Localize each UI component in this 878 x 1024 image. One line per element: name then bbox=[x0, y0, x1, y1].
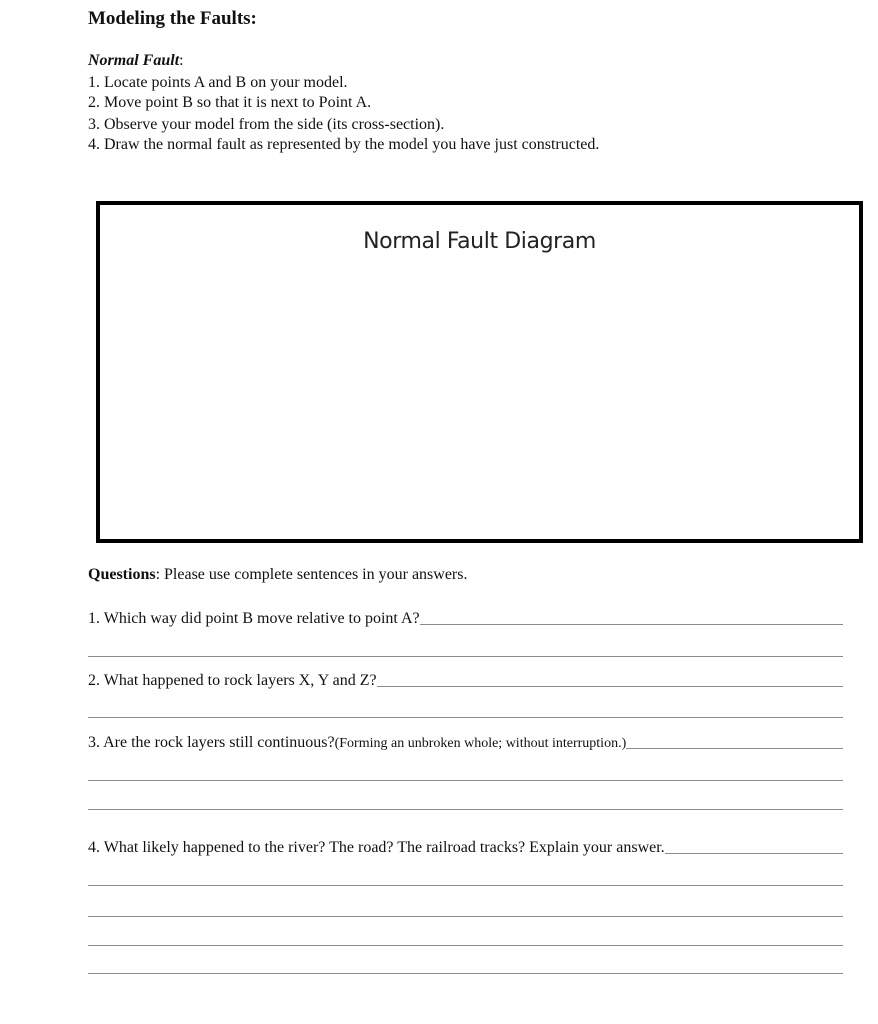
instruction-step-1: 1. Locate points A and B on your model. bbox=[88, 74, 348, 91]
question-4 bbox=[88, 835, 843, 857]
questions-instructions: : Please use complete sentences in your answers. bbox=[155, 566, 468, 583]
diagram-title: Normal Fault Diagram bbox=[363, 229, 596, 254]
question-2 bbox=[88, 668, 843, 690]
normal-fault-diagram-box[interactable] bbox=[96, 201, 863, 543]
question-2-answer-line[interactable] bbox=[88, 717, 843, 718]
question-4-answer-line[interactable] bbox=[88, 885, 843, 886]
instruction-step-3: 3. Observe your model from the side (its cross-section). bbox=[88, 116, 445, 133]
section-colon: : bbox=[179, 52, 184, 69]
question-4-answer-line[interactable] bbox=[88, 973, 843, 974]
question-2-answer-blank[interactable] bbox=[377, 686, 843, 687]
instruction-step-2: 2. Move point B so that it is next to Point A. bbox=[88, 94, 372, 111]
question-1 bbox=[88, 606, 843, 628]
question-3-text: 3. Are the rock layers still continuous? bbox=[88, 734, 335, 751]
question-3-answer-line[interactable] bbox=[88, 809, 843, 810]
question-1-answer-blank[interactable] bbox=[420, 624, 843, 625]
question-3-answer-blank[interactable] bbox=[626, 748, 843, 749]
question-4-answer-blank[interactable] bbox=[665, 853, 843, 854]
question-1-answer-line[interactable] bbox=[88, 656, 843, 657]
question-1-text: 1. Which way did point B move relative to point A? bbox=[88, 610, 420, 627]
question-3-answer-line[interactable] bbox=[88, 780, 843, 781]
question-4-answer-line[interactable] bbox=[88, 945, 843, 946]
question-2-text: 2. What happened to rock layers X, Y and Z? bbox=[88, 672, 377, 689]
questions-intro bbox=[88, 566, 467, 584]
instruction-step-4: 4. Draw the normal fault as represented by the model you have just constructed. bbox=[88, 136, 600, 153]
page-title: Modeling the Faults: bbox=[88, 8, 257, 29]
section-label: Normal Fault bbox=[88, 52, 180, 69]
question-4-text: 4. What likely happened to the river? The road? The railroad tracks? Explain your answer. bbox=[88, 839, 665, 856]
question-3-note: (Forming an unbroken whole; without interruption.) bbox=[334, 736, 627, 751]
section-heading-normal-fault bbox=[88, 52, 184, 70]
question-3 bbox=[88, 730, 843, 752]
questions-label: Questions bbox=[88, 566, 156, 583]
question-4-answer-line[interactable] bbox=[88, 916, 843, 917]
